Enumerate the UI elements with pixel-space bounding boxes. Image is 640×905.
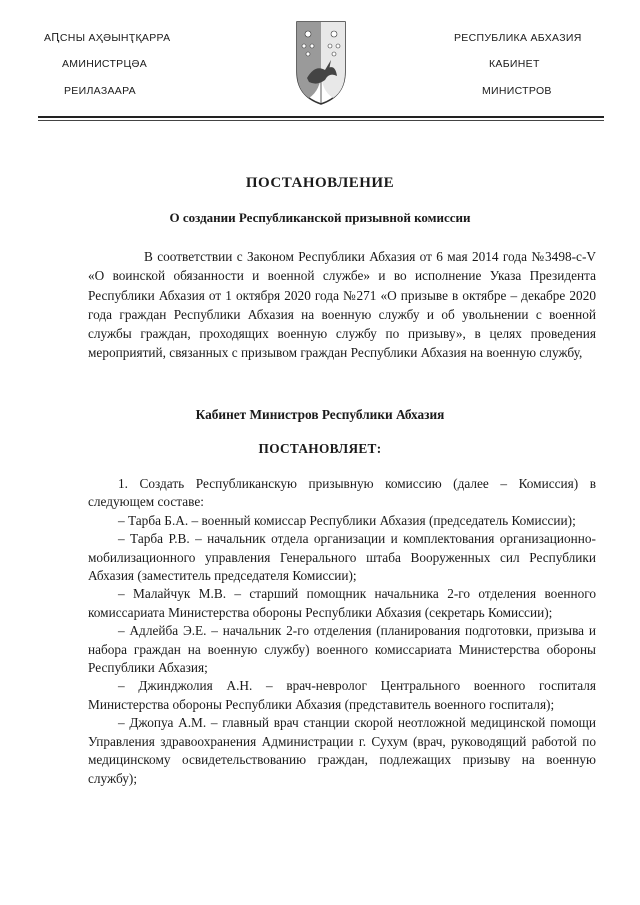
preamble xyxy=(88,247,596,363)
decree-items xyxy=(88,475,596,788)
authority-heading: Кабинет Министров Республики Абхазия xyxy=(195,407,445,422)
decree-item: – Малайчук М.В. – старший помощник начальника 2-го отделения военного комиссариата Министерства обороны Республики Абхазия (секретарь Комиссии); xyxy=(88,586,596,620)
preamble-text: В соответствии с Законом Республики Абхазия от 6 мая 2014 года №3498-с-V «О воинской обязанности и военной службе» и во исполнение Указа Президента Республики Абхазия от 1 октября 2020 года №271 «О призыве в октябре – декабре 2020 года граждан Республики Абхазия на военную службу и об увольнении с военной службы граждан, проходящих военную службу по призыву», в целях проведения мероприятий, связанных с призывом граждан Республики Абхазия на военную службу, xyxy=(88,249,596,361)
resolves-heading: ПОСТАНОВЛЯЕТ: xyxy=(258,441,382,456)
header-divider-thin xyxy=(38,120,604,121)
header-left-line-3: РЕИЛАЗААРА xyxy=(64,85,136,97)
decree-item: – Джинджолия А.Н. – врач-невролог Центрального военного госпиталя Министерства обороны Республики Абхазия (представитель военного госпиталя); xyxy=(88,678,596,712)
header-right-line-2: КАБИНЕТ xyxy=(489,58,540,70)
coat-of-arms-icon xyxy=(295,20,347,106)
decree-item: – Адлейба Э.Е. – начальник 2-го отделения (планирования подготовки, призыва и набора граждан на военную службу) военного комиссариата Министерства обороны Республики Абхазия; xyxy=(88,623,596,676)
decree-item: – Тарба Б.А. – военный комиссар Республики Абхазия (председатель Комиссии); xyxy=(118,512,576,528)
header-right-line-1: РЕСПУБЛИКА АБХАЗИЯ xyxy=(454,32,582,44)
document-title: ПОСТАНОВЛЕНИЕ xyxy=(245,175,395,191)
decree-item: – Тарба Р.В. – начальник отдела организации и комплектования организационно-мобилизационного управления Генерального штаба Вооруженных сил Республики Абхазия (заместитель председателя Комиссии); xyxy=(88,531,596,584)
header-left-line-1: АԤСНЫ АҲӘЫНҬҚАРРА xyxy=(44,32,171,44)
header-divider-thick xyxy=(38,116,604,118)
decree-item: – Джопуа А.М. – главный врач станции скорой неотложной медицинской помощи Управления здравоохранения Администрации г. Сухум (врач, руководящий работой по медицинскому освидетельствованию граждан, подлежащих призыву на военную службу); xyxy=(88,715,596,786)
header-left-line-2: АМИНИСТРЦӘА xyxy=(62,58,148,70)
document-subtitle: О создании Республиканской призывной комиссии xyxy=(169,210,471,225)
decree-item: 1. Создать Республиканскую призывную комиссию (далее – Комиссия) в следующем составе: xyxy=(88,476,596,510)
header-right-line-3: МИНИСТРОВ xyxy=(482,85,552,97)
